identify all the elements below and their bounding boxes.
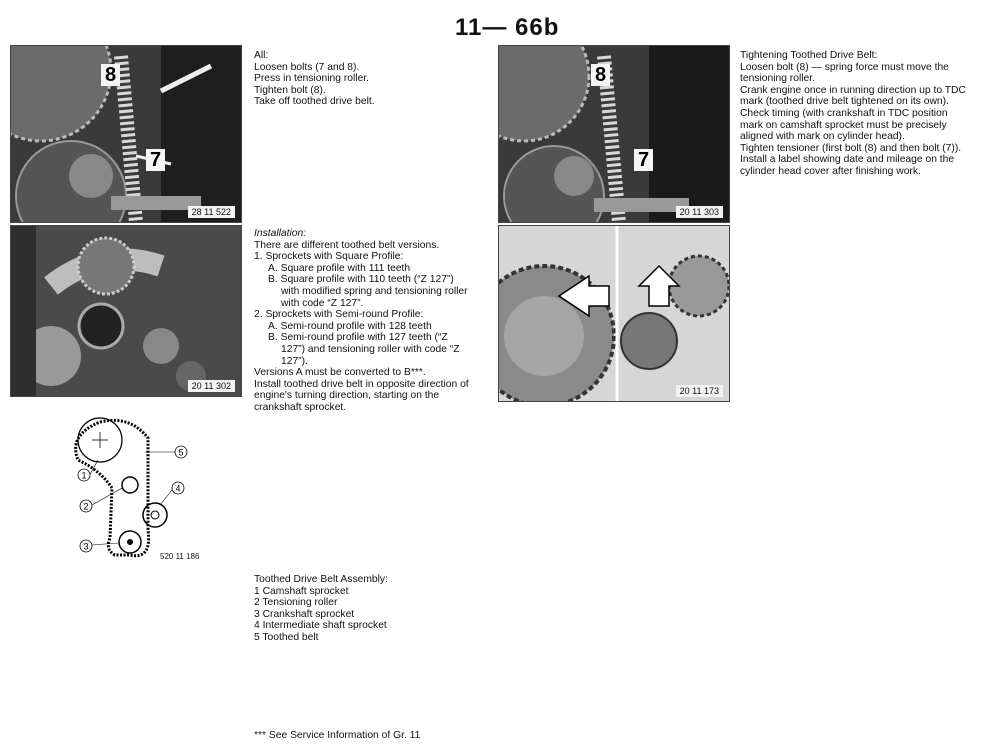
diagram-label-5: 5 [178,447,184,458]
tightening-step: Loosen bolt (8) — spring force must move the tensioning roller. [740,61,949,85]
installation-instructions [254,228,474,414]
footnote: *** See Service Information of Gr. 11 [254,730,421,741]
tightening-step: Install a label showing date and mileage on the cylinder head cover after finishing work. [740,154,955,177]
assembly-legend [254,574,494,644]
assembly-item: 2 Tensioning roller [254,597,338,609]
removal-line: All: [254,50,269,61]
callout-bolt-7: 7 [146,149,165,171]
removal-line: Tighten bolt (8). [254,84,326,96]
callout-bolt-8: 8 [591,64,610,86]
belt-drive-diagram-drawing [60,410,240,570]
photo-belt-tensioner-illustration [11,46,241,222]
tightening-step: Check timing (with crankshaft in TDC position mark on camshaft sprocket must be precisely aligned with mark on cylinder head). [740,107,948,143]
version-1-heading: 1. Sprockets with Square Profile: [254,251,404,263]
photo-code: 28 11 522 [188,206,235,218]
assembly-heading: Toothed Drive Belt Assembly: [254,574,388,585]
tightening-heading: Tightening Toothed Drive Belt: [740,50,878,61]
removal-line: Loosen bolts (7 and 8). [254,61,360,73]
removal-line: Press in tensioning roller. [254,73,370,85]
photo-tensioner-tightening-illustration [499,46,729,222]
conversion-note: Versions A must be converted to B***. [254,367,426,379]
photo-engine-front [10,225,242,397]
removal-instructions [254,50,484,108]
tightening-step: Crank engine once in running direction up to TDC mark (toothed drive belt tightened on its own). [740,84,966,108]
photo-code: 20 11 173 [676,385,723,397]
diagram-label-3: 3 [83,541,89,552]
photo-belt-tensioner [10,45,242,223]
belt-drive-diagram [60,410,240,570]
tensioning-roller [122,477,138,493]
page-number: 11— 66b [455,14,560,41]
photo-code: 20 11 302 [188,380,235,392]
version-1a: A. Square profile with 111 teeth [268,262,411,274]
photo-engine-front-illustration [11,226,241,396]
diagram-label-1: 1 [81,470,87,481]
photo-timing-marks-illustration [499,226,729,401]
version-2-heading: 2. Sprockets with Semi-round Profile: [254,309,424,321]
photo-timing-marks [498,225,730,402]
installation-heading: Installation: [254,228,307,239]
assembly-item: 3 Crankshaft sprocket [254,608,355,620]
assembly-item: 4 Intermediate shaft sprocket [254,620,387,632]
tightening-instructions [740,50,968,178]
photo-code: 20 11 303 [676,206,723,218]
removal-line: Take off toothed drive belt. [254,96,375,108]
callout-bolt-7: 7 [634,149,653,171]
version-2a: A. Semi-round profile with 128 teeth [268,320,432,332]
diagram-label-4: 4 [175,483,181,494]
photo-tensioner-tightening [498,45,730,223]
tightening-step: Tighten tensioner (first bolt (8) and then bolt (7)). [740,142,962,154]
assembly-item: 5 Toothed belt [254,631,319,643]
install-direction: Install toothed drive belt in opposite direction of engine's turning direction, starting on the crankshaft sprocket. [254,378,469,413]
callout-bolt-8: 8 [101,64,120,86]
diagram-label-2: 2 [83,501,89,512]
assembly-item: 1 Camshaft sprocket [254,585,349,597]
diagram-code: 520 11 186 [160,552,200,561]
version-2b: B. Semi-round profile with 127 teeth (“Z 127”) and tensioning roller with code “Z 127”). [268,332,460,367]
installation-intro: There are different toothed belt versions. [254,239,440,251]
version-1b: B. Square profile with 110 teeth (“Z 127”) with modified spring and tensioning roller with code “Z 127”. [268,274,468,309]
